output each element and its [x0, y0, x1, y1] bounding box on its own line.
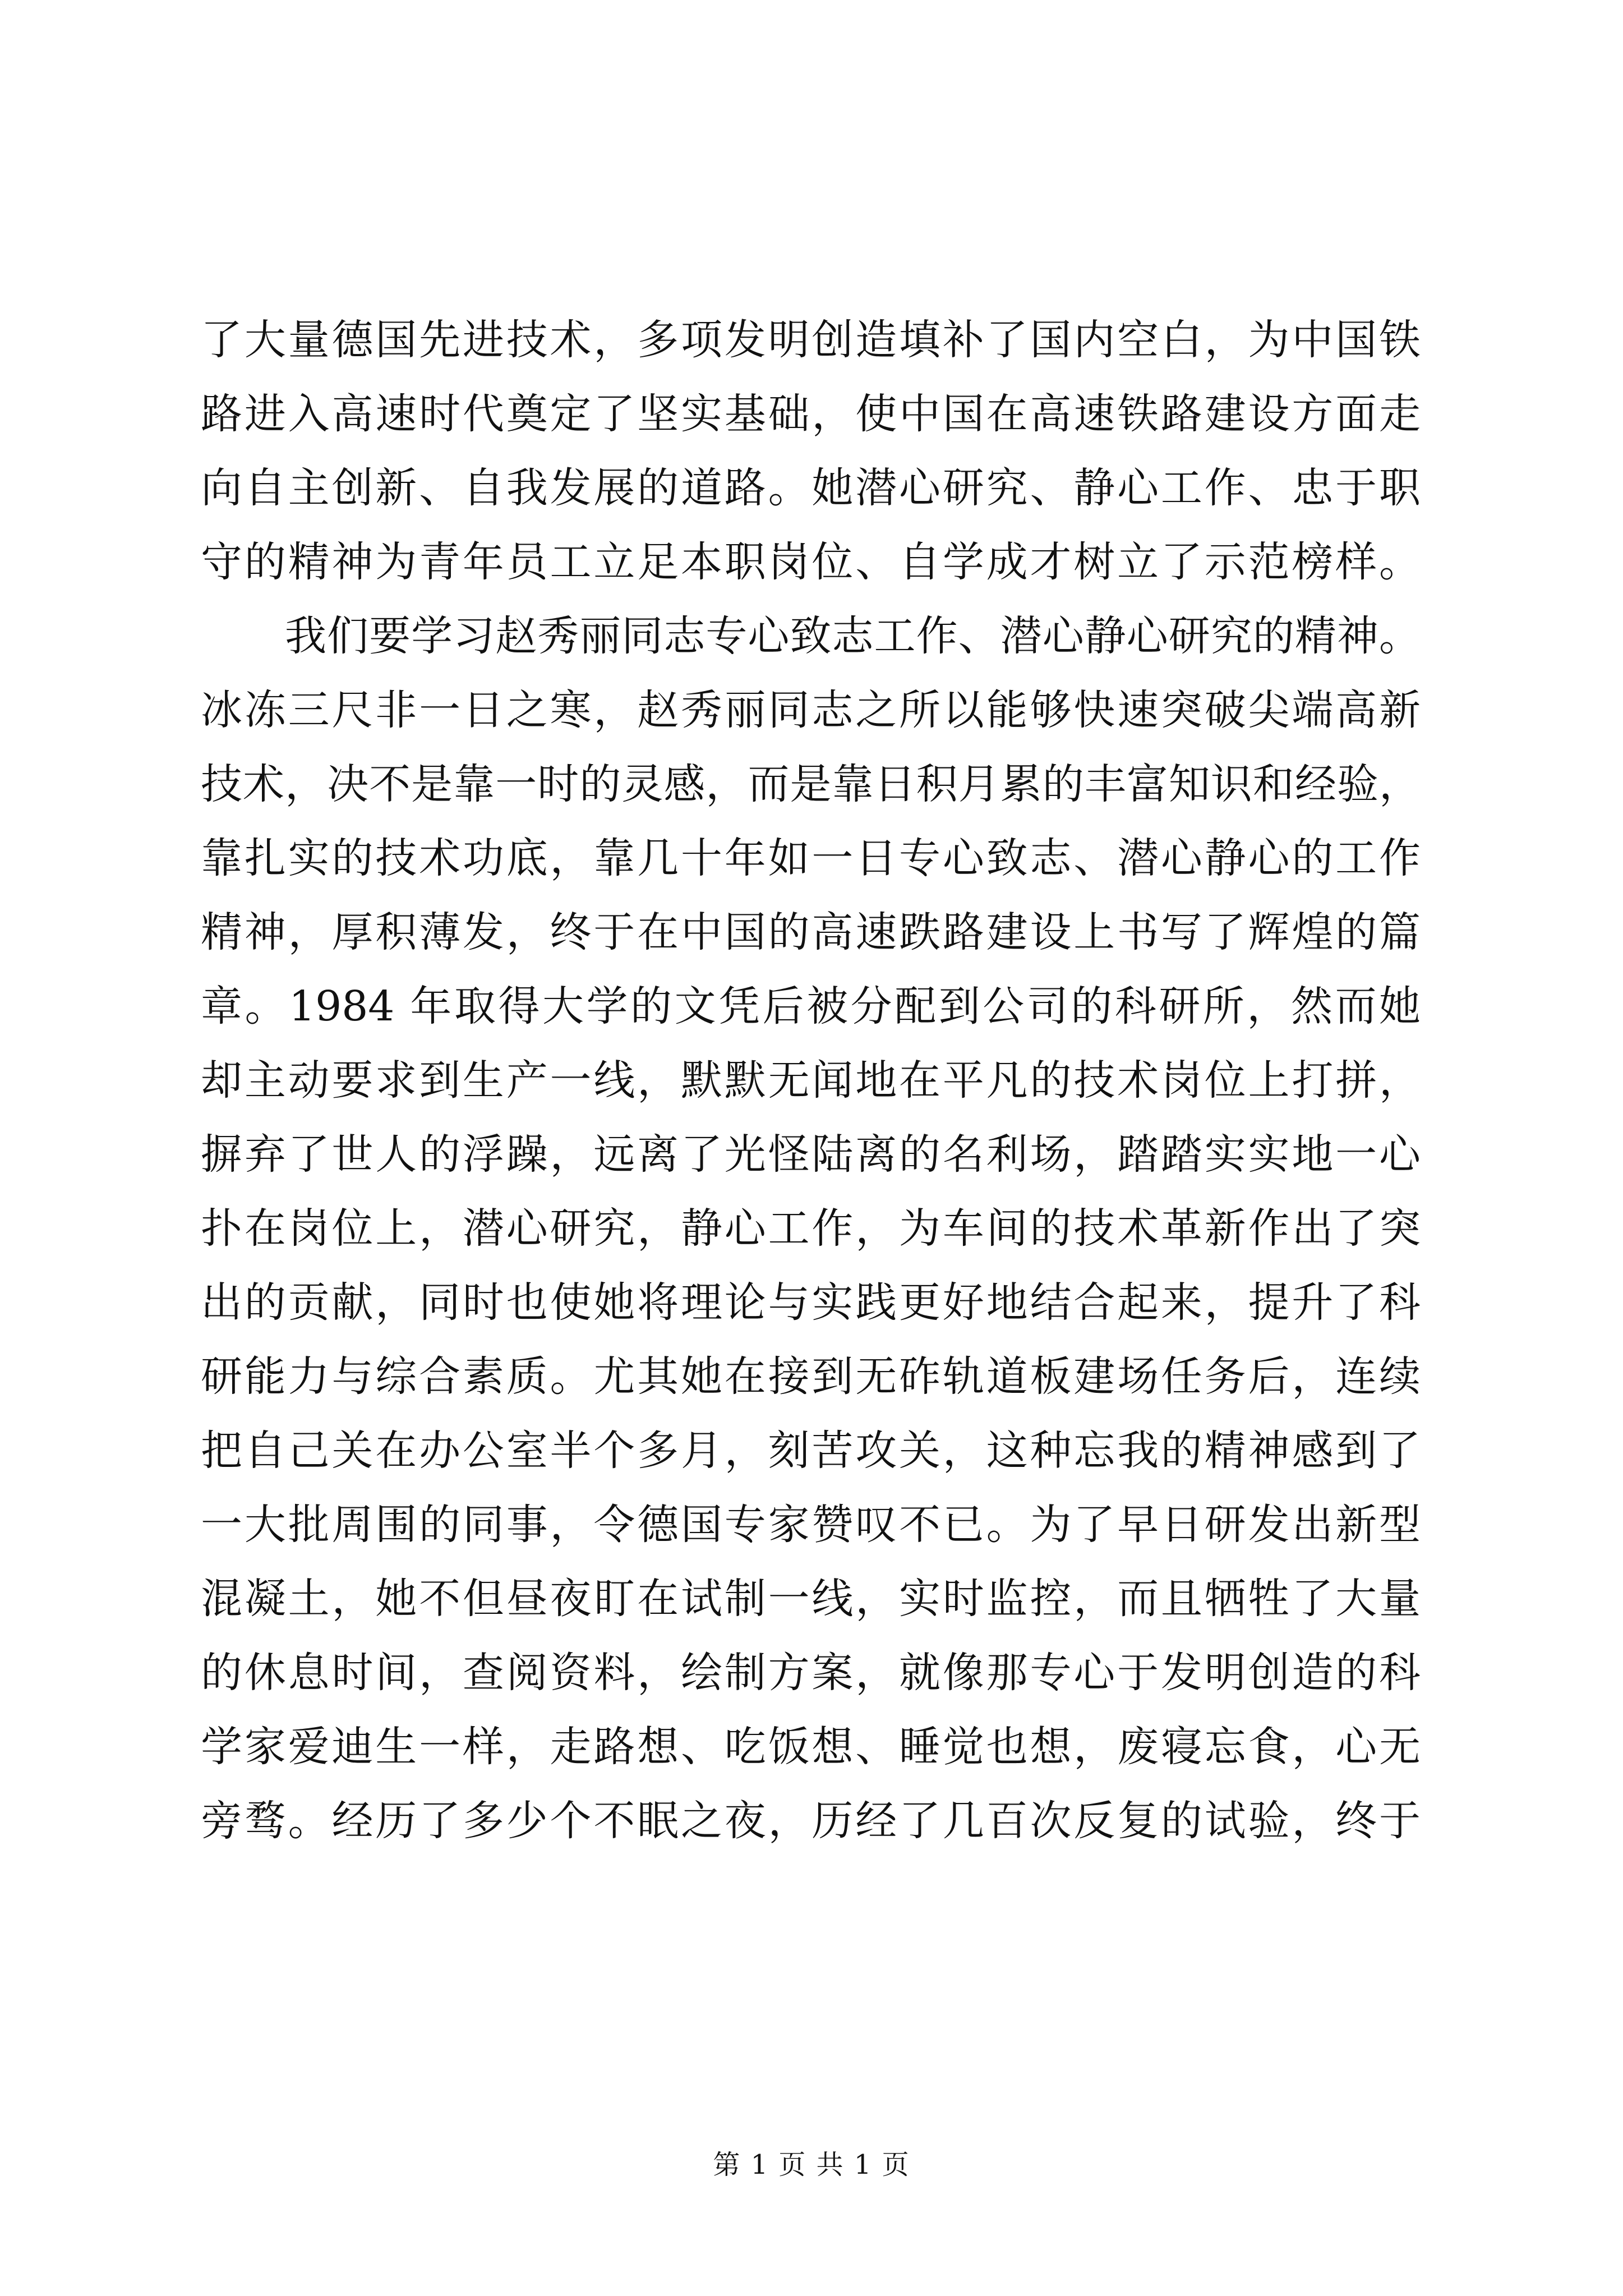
text-line: 旁骛。经历了多少个不眠之夜，历经了几百次反复的试验，终于: [201, 1797, 1421, 1845]
text-line: 的休息时间，查阅资料，绘制方案，就像那专心于发明创造的科: [201, 1649, 1421, 1697]
text-line: 学家爱迪生一样，走路想、吃饭想、睡觉也想，废寝忘食，心无: [201, 1723, 1421, 1771]
text-line: 一大批周围的同事，令德国专家赞叹不已。为了早日研发出新型: [201, 1501, 1421, 1549]
text-line: 章。1984 年取得大学的文凭后被分配到公司的科研所，然而她: [201, 982, 1421, 1030]
text-line: 混凝土，她不但昼夜盯在试制一线，实时监控，而且牺牲了大量: [201, 1575, 1421, 1623]
text-line: 向自主创新、自我发展的道路。她潜心研究、静心工作、忠于职: [201, 464, 1421, 512]
text-line: 研能力与综合素质。尤其她在接到无砟轨道板建场任务后，连续: [201, 1352, 1421, 1401]
body-text: [201, 303, 1421, 1858]
text-line: 路进入高速时代奠定了坚实基础，使中国在高速铁路建设方面走: [201, 390, 1421, 438]
text-line: 却主动要求到生产一线，默默无闻地在平凡的技术岗位上打拼，: [201, 1056, 1421, 1105]
text-line: 技术，决不是靠一时的灵感，而是靠日积月累的丰富知识和经验，: [201, 760, 1421, 808]
text-line: 出的贡献，同时也使她将理论与实践更好地结合起来，提升了科: [201, 1278, 1421, 1327]
text-line: 摒弃了世人的浮躁，远离了光怪陆离的名利场，踏踏实实地一心: [201, 1130, 1421, 1179]
text-line: 冰冻三尺非一日之寒，赵秀丽同志之所以能够快速突破尖端高新: [201, 686, 1421, 734]
text-line: 守的精神为青年员工立足本职岗位、自学成才树立了示范榜样。: [201, 538, 1421, 586]
text-line: 精神，厚积薄发，终于在中国的高速跌路建设上书写了辉煌的篇: [201, 908, 1421, 956]
paragraph-1: [201, 303, 1421, 599]
text-line: 了大量德国先进技术，多项发明创造填补了国内空白，为中国铁: [201, 316, 1421, 364]
text-line: 我们要学习赵秀丽同志专心致志工作、潜心静心研究的精神。: [285, 612, 1421, 660]
text-line: 靠扎实的技术功底，靠几十年如一日专心致志、潜心静心的工作: [201, 834, 1421, 882]
page-number-footer: 第 1 页 共 1 页: [713, 2149, 910, 2180]
text-line: 扑在岗位上，潜心研究，静心工作，为车间的技术革新作出了突: [201, 1204, 1421, 1253]
paragraph-2: [201, 599, 1421, 1858]
text-line: 把自己关在办公室半个多月，刻苦攻关，这种忘我的精神感到了: [201, 1427, 1421, 1475]
